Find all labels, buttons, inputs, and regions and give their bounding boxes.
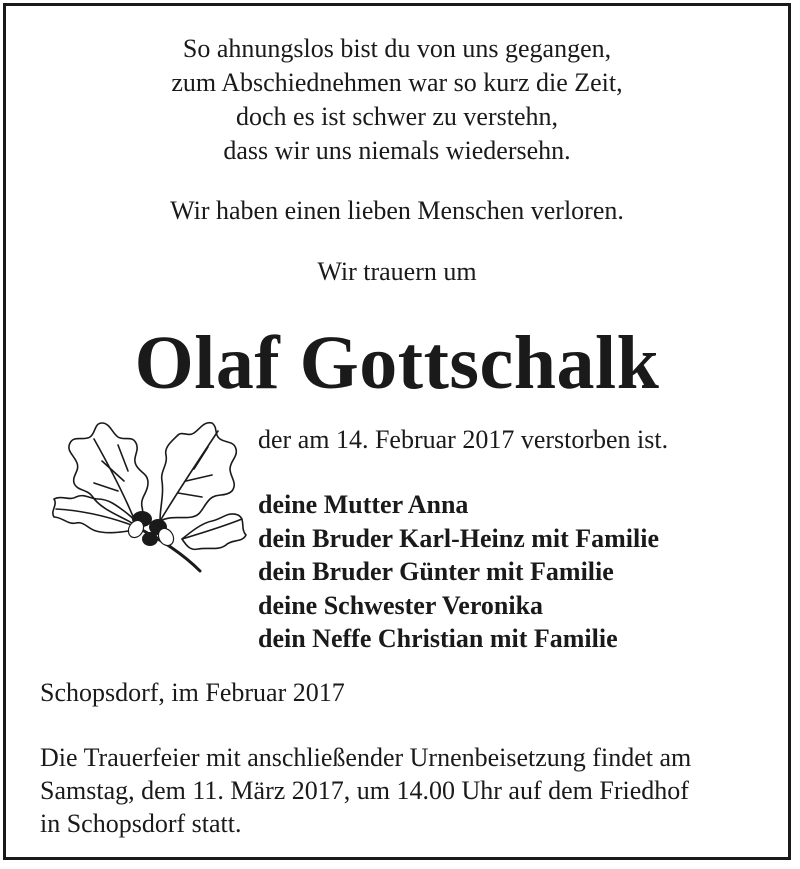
place-date: Schopsdorf, im Februar 2017 <box>40 678 345 707</box>
death-line: der am 14. Februar 2017 verstorben ist. <box>258 425 669 454</box>
deceased-name: Olaf Gottschalk <box>134 321 660 405</box>
obituary-frame <box>3 3 791 860</box>
lost-line: Wir haben einen lieben Menschen verloren. <box>170 196 624 225</box>
poem-line: So ahnungslos bist du von uns gegangen, <box>182 34 612 63</box>
poem-line: doch es ist schwer zu verstehn, <box>235 102 559 131</box>
family-member: deine Mutter Anna <box>258 490 469 519</box>
family-member: deine Schwester Veronika <box>258 590 544 620</box>
poem <box>6 32 788 168</box>
family-member: dein Neffe Christian mit Familie <box>258 624 618 653</box>
oak-leaf-acorn-icon <box>32 411 252 581</box>
funeral-line: in Schopsdorf statt. <box>40 809 242 838</box>
poem-line: zum Abschiednehmen war so kurz die Zeit, <box>171 68 623 97</box>
poem-line: dass wir uns niemals wiedersehn. <box>223 136 571 165</box>
mourn-line: Wir trauern um <box>317 257 477 286</box>
family-member: dein Bruder Günter mit Familie <box>258 557 614 586</box>
funeral-line: Samstag, dem 11. März 2017, um 14.00 Uhr auf dem Friedhof <box>40 776 689 805</box>
funeral-line: Die Trauerfeier mit anschließender Urnenbeisetzung findet am <box>40 743 692 772</box>
family-list <box>258 488 659 656</box>
funeral-notice <box>40 741 691 840</box>
family-member: dein Bruder Karl-Heinz mit Familie <box>258 523 660 553</box>
